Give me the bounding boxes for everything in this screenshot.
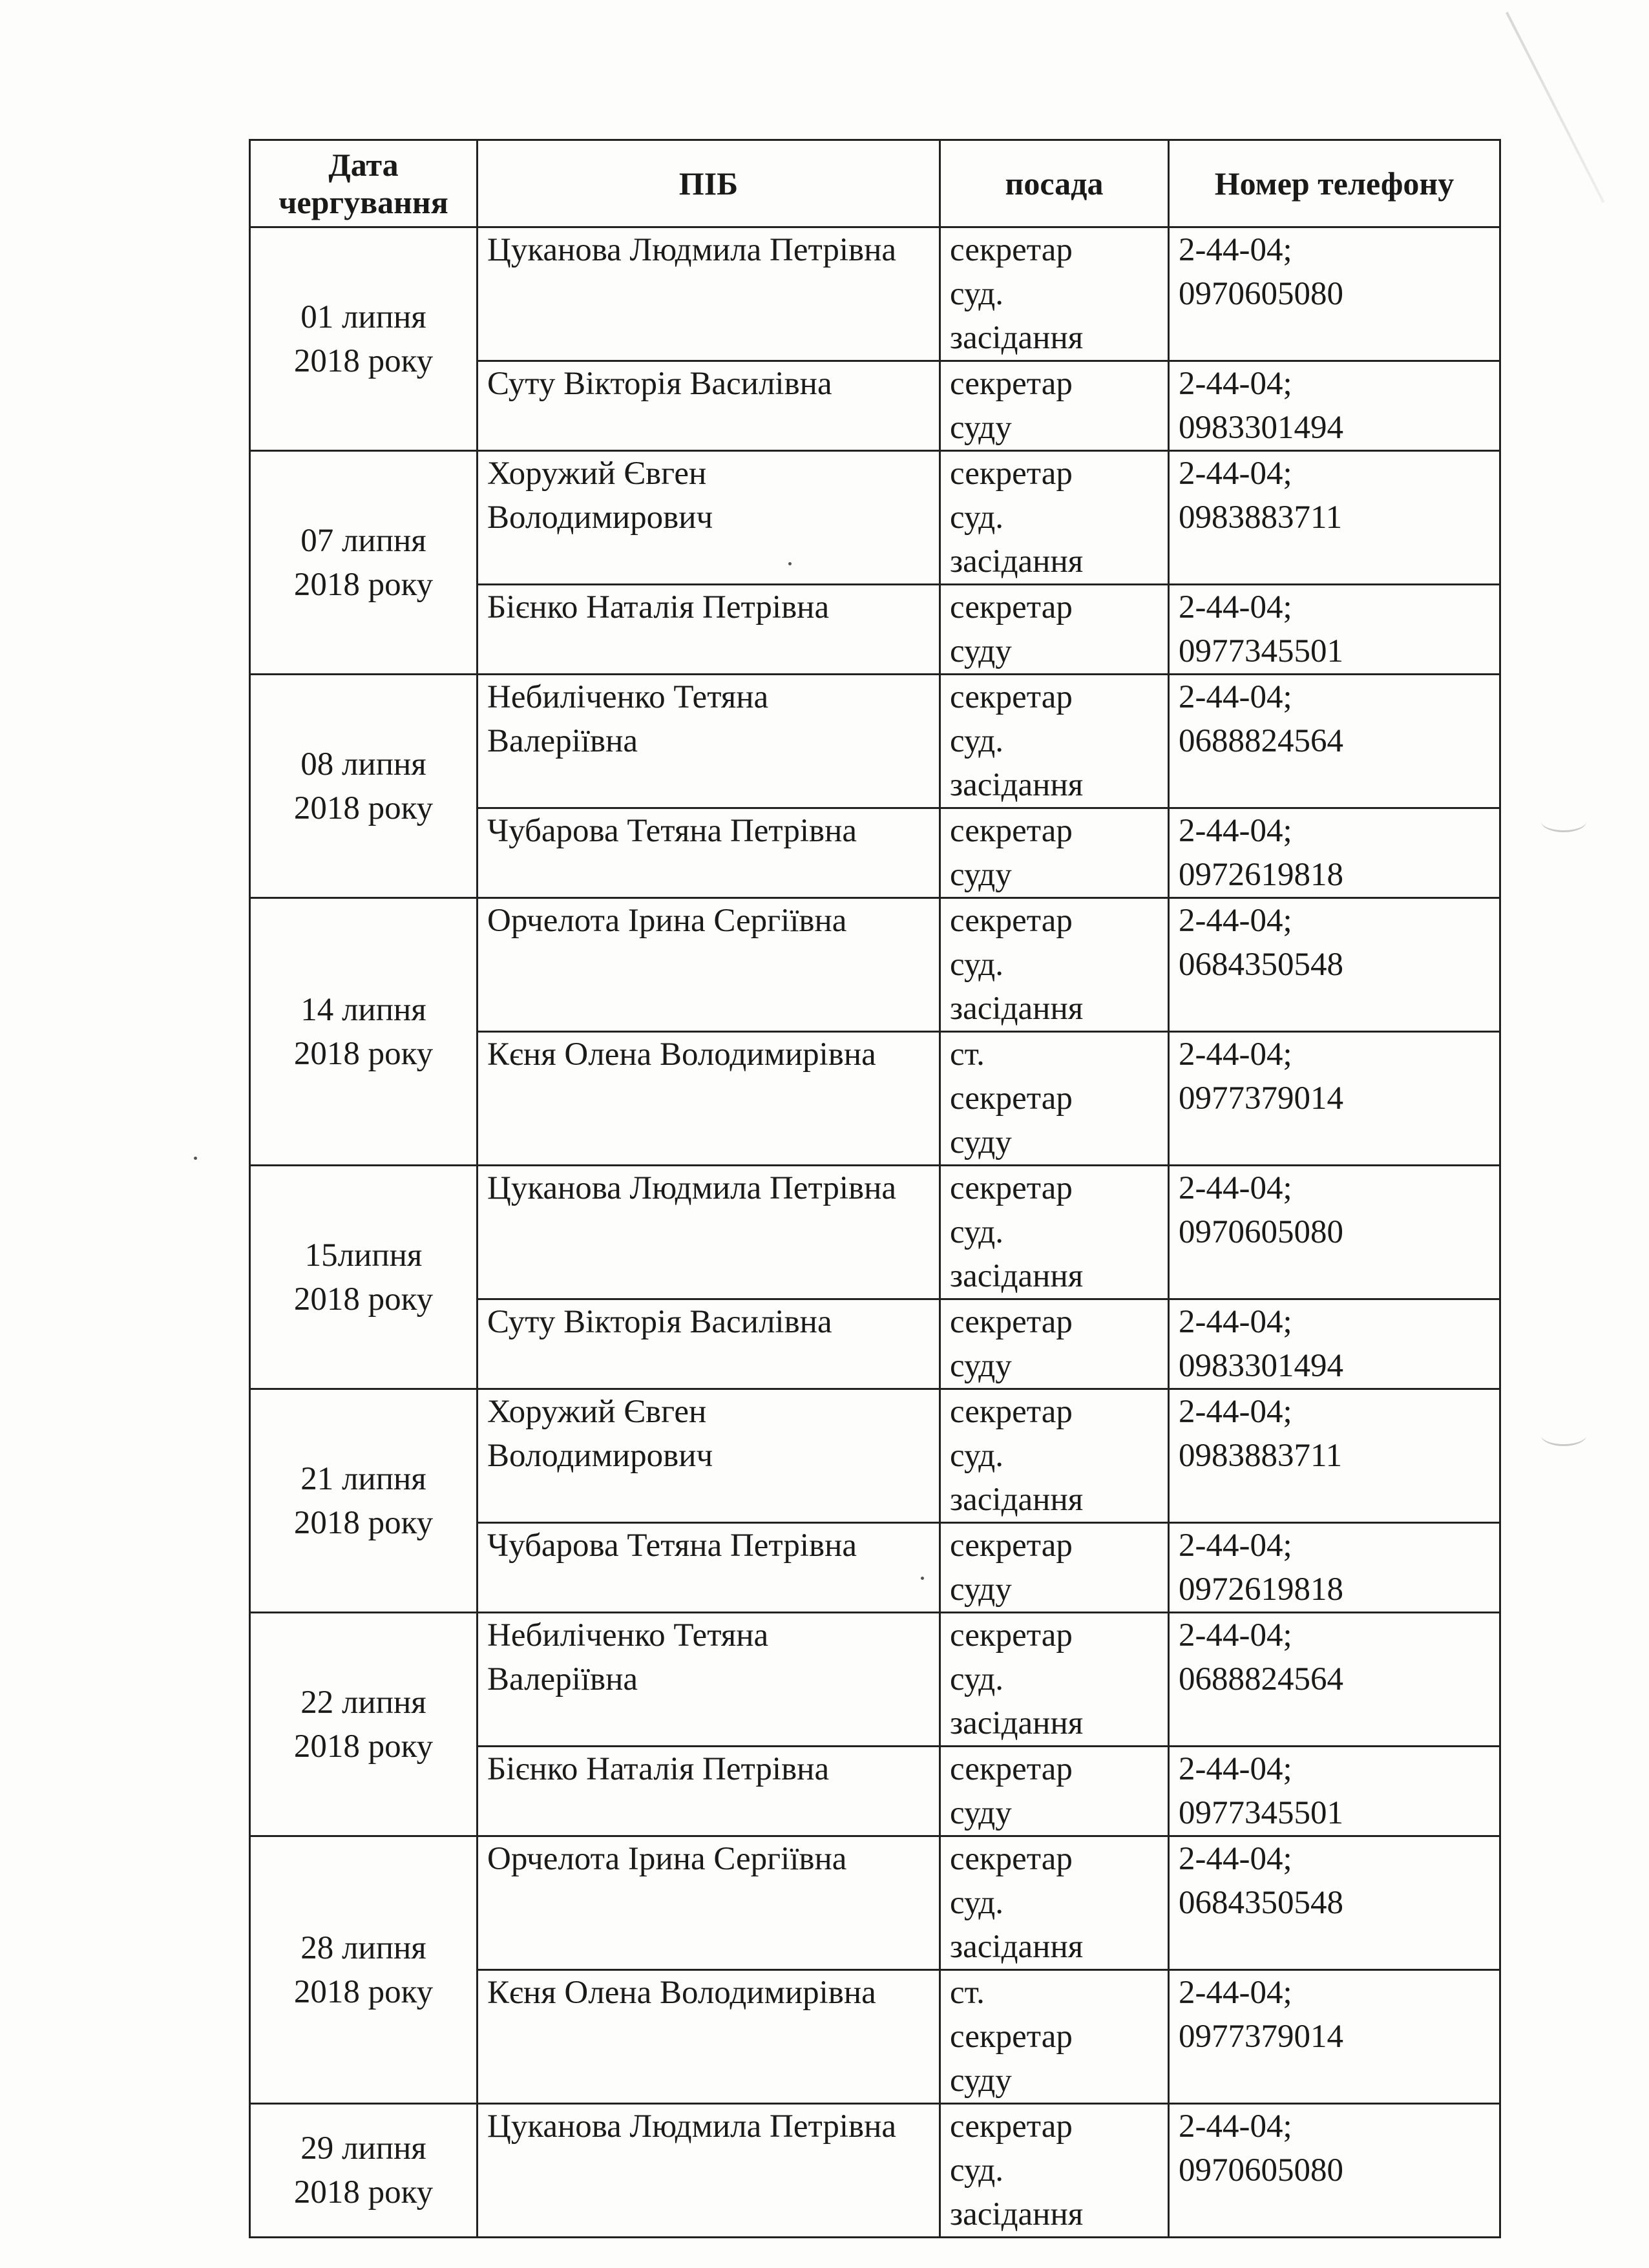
employee-position-cell: секретар суду [940,808,1169,898]
employee-phone-cell: 2-44-04; 0684350548 [1169,898,1500,1032]
duty-date-cell: 21 липня 2018 року [250,1389,478,1613]
employee-name-cell: Орчелота Ірина Сергіївна [478,898,940,1032]
duty-date-cell: 07 липня 2018 року [250,451,478,675]
employee-phone-cell: 2-44-04; 0977345501 [1169,1747,1500,1836]
employee-position-cell: секретар суд. засідання [940,1613,1169,1747]
duty-date-cell: 15липня 2018 року [250,1166,478,1389]
employee-position-cell: секретар суду [940,1747,1169,1836]
employee-phone-cell: 2-44-04; 0977345501 [1169,585,1500,675]
duty-date-cell: 01 липня 2018 року [250,227,478,451]
employee-position-cell: секретар суд. засідання [940,227,1169,361]
table-row [250,227,1500,361]
table-row [250,1836,1500,1970]
employee-phone-cell: 2-44-04; 0972619818 [1169,808,1500,898]
table-body [250,227,1500,2238]
duty-schedule-table [249,139,1501,2238]
employee-phone-cell: 2-44-04; 0983301494 [1169,361,1500,451]
employee-position-cell: секретар суду [940,1523,1169,1613]
employee-name-cell: Небиліченко Тетяна Валеріївна [478,1613,940,1747]
employee-name-cell: Бієнко Наталія Петрівна [478,1747,940,1836]
employee-phone-cell: 2-44-04; 0688824564 [1169,675,1500,808]
employee-position-cell: секретар суд. засідання [940,675,1169,808]
table-row [250,451,1500,585]
employee-name-cell: Небиліченко Тетяна Валеріївна [478,675,940,808]
employee-phone-cell: 2-44-04; 0983301494 [1169,1299,1500,1389]
employee-position-cell: секретар суд. засідання [940,898,1169,1032]
employee-name-cell: Суту Вікторія Василівна [478,361,940,451]
employee-phone-cell: 2-44-04; 0977379014 [1169,1032,1500,1166]
employee-name-cell: Кєня Олена Володимирівна [478,1032,940,1166]
employee-name-cell: Кєня Олена Володимирівна [478,1970,940,2104]
employee-position-cell: секретар суд. засідання [940,451,1169,585]
duty-date-cell: 08 липня 2018 року [250,675,478,898]
employee-phone-cell: 2-44-04; 0970605080 [1169,2104,1500,2238]
table-row [250,1389,1500,1523]
employee-name-cell: Хоружий Євген Володимирович [478,451,940,585]
scan-speck [194,1157,197,1160]
employee-name-cell: Бієнко Наталія Петрівна [478,585,940,675]
employee-phone-cell: 2-44-04; 0983883711 [1169,451,1500,585]
employee-name-cell: Цуканова Людмила Петрівна [478,1166,940,1299]
employee-position-cell: секретар суд. засідання [940,2104,1169,2238]
employee-position-cell: секретар суду [940,361,1169,451]
duty-date-cell: 28 липня 2018 року [250,1836,478,2104]
employee-name-cell: Цуканова Людмила Петрівна [478,2104,940,2238]
header-phone: Номер телефону [1169,140,1500,227]
employee-position-cell: секретар суд. засідання [940,1166,1169,1299]
table-row [250,2104,1500,2238]
punch-hole-mark [1541,1425,1586,1446]
employee-phone-cell: 2-44-04; 0983883711 [1169,1389,1500,1523]
employee-position-cell: секретар суд. засідання [940,1389,1169,1523]
employee-name-cell: Цуканова Людмила Петрівна [478,227,940,361]
employee-phone-cell: 2-44-04; 0684350548 [1169,1836,1500,1970]
employee-phone-cell: 2-44-04; 0970605080 [1169,227,1500,361]
employee-name-cell: Орчелота Ірина Сергіївна [478,1836,940,1970]
duty-date-cell: 29 липня 2018 року [250,2104,478,2238]
punch-hole-mark [1541,811,1586,832]
table-row [250,1613,1500,1747]
table-row [250,898,1500,1032]
employee-phone-cell: 2-44-04; 0977379014 [1169,1970,1500,2104]
employee-position-cell: ст. секретар суду [940,1032,1169,1166]
employee-name-cell: Чубарова Тетяна Петрівна [478,808,940,898]
employee-position-cell: секретар суду [940,585,1169,675]
employee-phone-cell: 2-44-04; 0688824564 [1169,1613,1500,1747]
table-header-row [250,140,1500,227]
employee-phone-cell: 2-44-04; 0970605080 [1169,1166,1500,1299]
employee-name-cell: Чубарова Тетяна Петрівна [478,1523,940,1613]
table-row [250,1166,1500,1299]
duty-date-cell: 14 липня 2018 року [250,898,478,1166]
header-name: ПІБ [478,140,940,227]
duty-date-cell: 22 липня 2018 року [250,1613,478,1836]
header-position: посада [940,140,1169,227]
table-row [250,675,1500,808]
employee-name-cell: Суту Вікторія Василівна [478,1299,940,1389]
employee-name-cell: Хоружий Євген Володимирович [478,1389,940,1523]
employee-position-cell: секретар суду [940,1299,1169,1389]
header-date: Дата чергування [250,140,478,227]
employee-position-cell: ст. секретар суду [940,1970,1169,2104]
page-fold-mark [1506,12,1604,203]
employee-phone-cell: 2-44-04; 0972619818 [1169,1523,1500,1613]
employee-position-cell: секретар суд. засідання [940,1836,1169,1970]
